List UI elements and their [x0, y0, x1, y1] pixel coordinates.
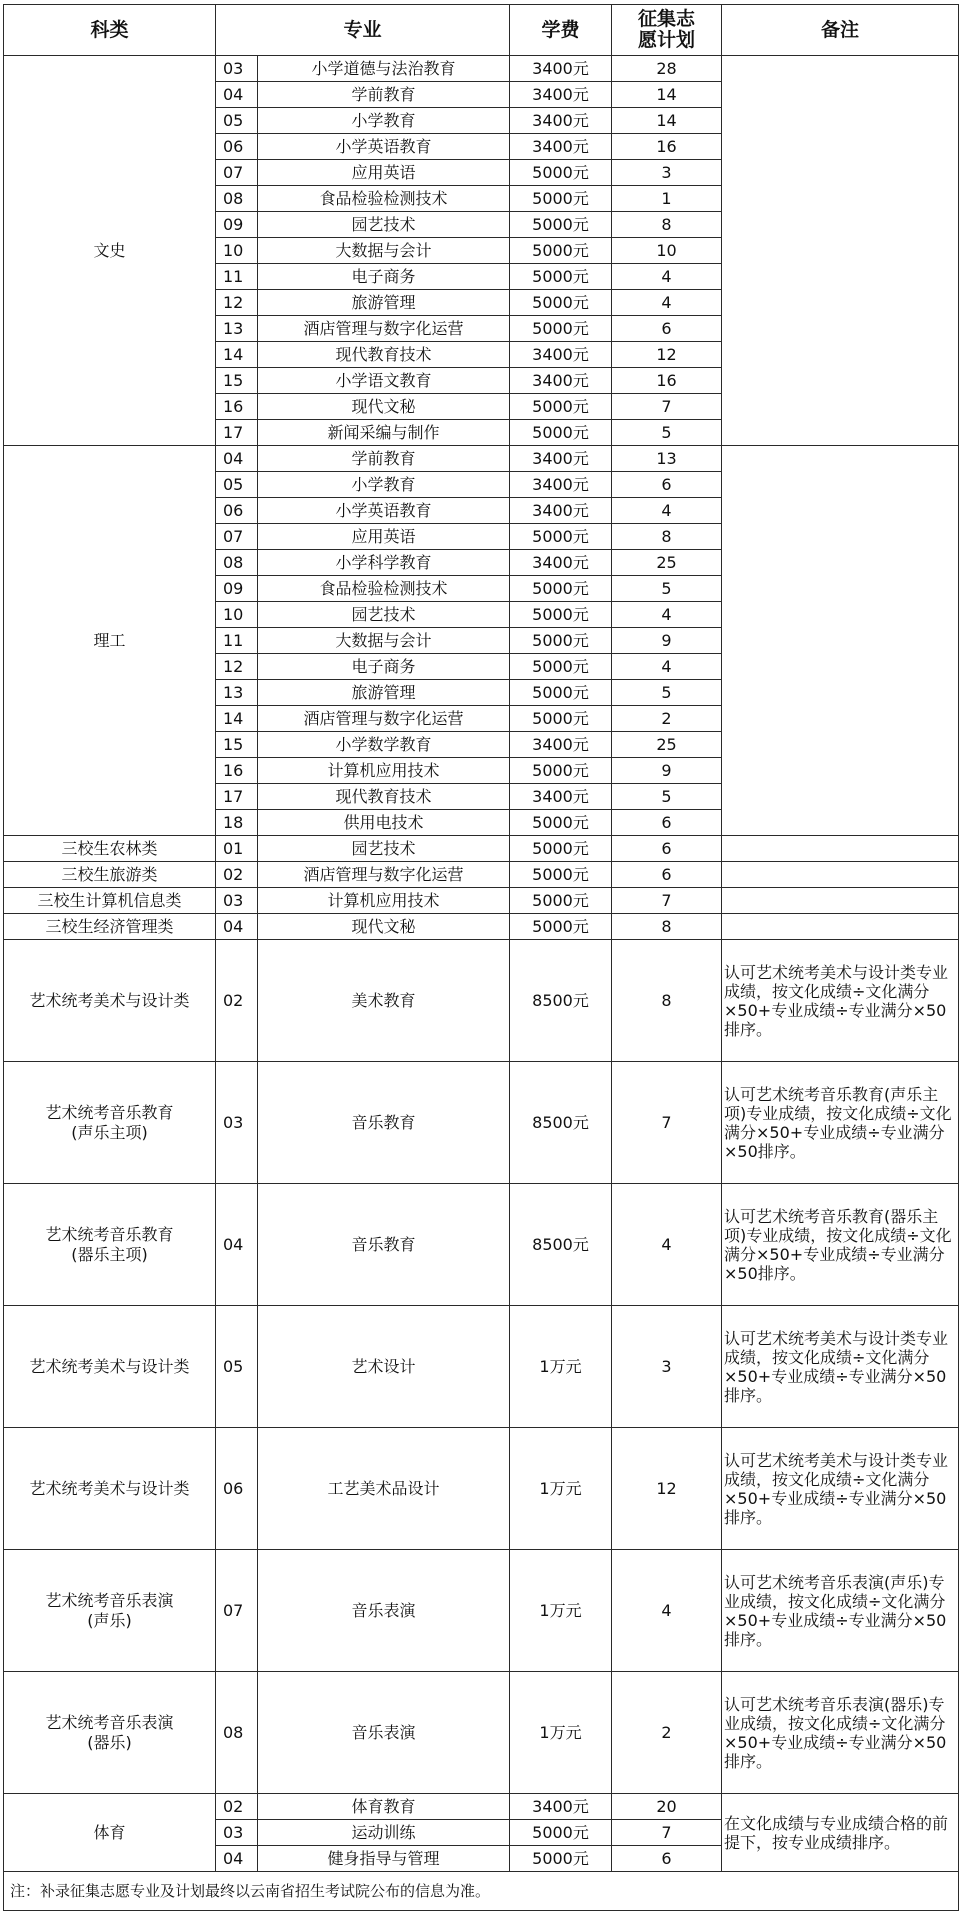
remark-cell: 认可艺术统考美术与设计类专业成绩，按文化成绩÷文化满分×50+专业成绩÷专业满分×50排序。 [722, 1306, 959, 1428]
major-cell: 应用英语 [258, 524, 510, 550]
plan-cell: 5 [612, 420, 722, 446]
code-cell: 05 [216, 108, 258, 134]
fee-cell: 5000元 [510, 758, 612, 784]
table-row [4, 940, 959, 1062]
category-cell: 三校生农林类 [4, 836, 216, 862]
plan-cell: 5 [612, 680, 722, 706]
code-cell: 13 [216, 316, 258, 342]
fee-cell: 3400元 [510, 784, 612, 810]
remark-cell: 认可艺术统考美术与设计类专业成绩，按文化成绩÷文化满分×50+专业成绩÷专业满分×50排序。 [722, 1428, 959, 1550]
major-cell: 供用电技术 [258, 810, 510, 836]
admission-plan-table [3, 4, 959, 1911]
code-cell: 17 [216, 784, 258, 810]
fee-cell: 5000元 [510, 264, 612, 290]
major-cell: 现代教育技术 [258, 784, 510, 810]
fee-cell: 1万元 [510, 1672, 612, 1794]
plan-cell: 6 [612, 316, 722, 342]
plan-cell: 25 [612, 732, 722, 758]
code-cell: 16 [216, 758, 258, 784]
category-cell: 体育 [4, 1794, 216, 1872]
code-cell: 12 [216, 654, 258, 680]
code-cell: 05 [216, 1306, 258, 1428]
plan-cell: 6 [612, 1846, 722, 1872]
remark-cell [722, 446, 959, 836]
code-cell: 08 [216, 186, 258, 212]
fee-cell: 3400元 [510, 732, 612, 758]
remark-cell [722, 914, 959, 940]
table-row [4, 1672, 959, 1794]
major-cell: 音乐教育 [258, 1062, 510, 1184]
plan-cell: 13 [612, 446, 722, 472]
plan-cell: 5 [612, 576, 722, 602]
code-cell: 08 [216, 1672, 258, 1794]
table-row [4, 914, 959, 940]
table-row [4, 1306, 959, 1428]
fee-cell: 5000元 [510, 706, 612, 732]
plan-cell: 8 [612, 914, 722, 940]
category-cell: 艺术统考音乐教育 (声乐主项) [4, 1062, 216, 1184]
major-cell: 现代教育技术 [258, 342, 510, 368]
code-cell: 11 [216, 628, 258, 654]
plan-cell: 12 [612, 342, 722, 368]
major-cell: 电子商务 [258, 654, 510, 680]
plan-cell: 8 [612, 212, 722, 238]
code-cell: 15 [216, 732, 258, 758]
plan-cell: 2 [612, 1672, 722, 1794]
code-cell: 07 [216, 524, 258, 550]
code-cell: 10 [216, 602, 258, 628]
category-cell: 艺术统考美术与设计类 [4, 940, 216, 1062]
plan-cell: 4 [612, 290, 722, 316]
category-cell: 三校生经济管理类 [4, 914, 216, 940]
major-cell: 小学道德与法治教育 [258, 56, 510, 82]
fee-cell: 3400元 [510, 1794, 612, 1820]
code-cell: 06 [216, 1428, 258, 1550]
major-cell: 食品检验检测技术 [258, 186, 510, 212]
fee-cell: 8500元 [510, 940, 612, 1062]
fee-cell: 3400元 [510, 108, 612, 134]
plan-cell: 9 [612, 628, 722, 654]
table-row [4, 888, 959, 914]
major-cell: 学前教育 [258, 446, 510, 472]
plan-cell: 4 [612, 264, 722, 290]
code-cell: 15 [216, 368, 258, 394]
category-cell: 理工 [4, 446, 216, 836]
code-cell: 04 [216, 1846, 258, 1872]
code-cell: 13 [216, 680, 258, 706]
code-cell: 04 [216, 446, 258, 472]
major-cell: 酒店管理与数字化运营 [258, 706, 510, 732]
major-cell: 大数据与会计 [258, 628, 510, 654]
remark-cell: 认可艺术统考音乐教育(器乐主项)专业成绩，按文化成绩÷文化满分×50+专业成绩÷专业满分×50排序。 [722, 1184, 959, 1306]
major-cell: 小学教育 [258, 472, 510, 498]
fee-cell: 3400元 [510, 498, 612, 524]
category-cell: 三校生旅游类 [4, 862, 216, 888]
plan-cell: 4 [612, 1184, 722, 1306]
fee-cell: 3400元 [510, 82, 612, 108]
table-row [4, 1550, 959, 1672]
fee-cell: 5000元 [510, 862, 612, 888]
fee-cell: 3400元 [510, 472, 612, 498]
fee-cell: 3400元 [510, 134, 612, 160]
code-cell: 12 [216, 290, 258, 316]
plan-cell: 16 [612, 134, 722, 160]
category-cell: 艺术统考音乐表演 (器乐) [4, 1672, 216, 1794]
plan-cell: 14 [612, 82, 722, 108]
footnote: 注：补录征集志愿专业及计划最终以云南省招生考试院公布的信息为准。 [4, 1872, 959, 1911]
header-major: 专业 [216, 5, 510, 56]
code-cell: 09 [216, 576, 258, 602]
major-cell: 园艺技术 [258, 212, 510, 238]
fee-cell: 5000元 [510, 680, 612, 706]
major-cell: 艺术设计 [258, 1306, 510, 1428]
major-cell: 电子商务 [258, 264, 510, 290]
fee-cell: 5000元 [510, 1820, 612, 1846]
header-plan: 征集志 愿计划 [612, 5, 722, 56]
fee-cell: 5000元 [510, 914, 612, 940]
plan-cell: 4 [612, 498, 722, 524]
fee-cell: 5000元 [510, 576, 612, 602]
major-cell: 食品检验检测技术 [258, 576, 510, 602]
fee-cell: 5000元 [510, 628, 612, 654]
code-cell: 03 [216, 56, 258, 82]
code-cell: 06 [216, 134, 258, 160]
major-cell: 大数据与会计 [258, 238, 510, 264]
category-cell: 艺术统考音乐教育 (器乐主项) [4, 1184, 216, 1306]
category-cell: 艺术统考美术与设计类 [4, 1428, 216, 1550]
footnote-row [4, 1872, 959, 1911]
fee-cell: 3400元 [510, 368, 612, 394]
fee-cell: 3400元 [510, 446, 612, 472]
fee-cell: 1万元 [510, 1306, 612, 1428]
header-remark: 备注 [722, 5, 959, 56]
fee-cell: 5000元 [510, 654, 612, 680]
plan-cell: 7 [612, 394, 722, 420]
remark-cell: 认可艺术统考音乐表演(声乐)专业成绩，按文化成绩÷文化满分×50+专业成绩÷专业满分×50排序。 [722, 1550, 959, 1672]
plan-cell: 5 [612, 784, 722, 810]
plan-cell: 28 [612, 56, 722, 82]
fee-cell: 1万元 [510, 1428, 612, 1550]
fee-cell: 3400元 [510, 550, 612, 576]
code-cell: 02 [216, 862, 258, 888]
fee-cell: 8500元 [510, 1062, 612, 1184]
table-row [4, 1428, 959, 1550]
code-cell: 03 [216, 1062, 258, 1184]
table-row [4, 1184, 959, 1306]
category-cell: 文史 [4, 56, 216, 446]
major-cell: 旅游管理 [258, 680, 510, 706]
plan-cell: 8 [612, 940, 722, 1062]
code-cell: 07 [216, 1550, 258, 1672]
code-cell: 16 [216, 394, 258, 420]
plan-cell: 10 [612, 238, 722, 264]
major-cell: 小学教育 [258, 108, 510, 134]
code-cell: 14 [216, 706, 258, 732]
major-cell: 酒店管理与数字化运营 [258, 316, 510, 342]
major-cell: 计算机应用技术 [258, 888, 510, 914]
major-cell: 现代文秘 [258, 914, 510, 940]
code-cell: 14 [216, 342, 258, 368]
category-cell: 艺术统考美术与设计类 [4, 1306, 216, 1428]
table-row [4, 1794, 959, 1820]
plan-cell: 8 [612, 524, 722, 550]
fee-cell: 5000元 [510, 316, 612, 342]
major-cell: 园艺技术 [258, 836, 510, 862]
remark-cell [722, 836, 959, 862]
code-cell: 04 [216, 1184, 258, 1306]
remark-cell [722, 888, 959, 914]
code-cell: 03 [216, 1820, 258, 1846]
code-cell: 04 [216, 914, 258, 940]
code-cell: 11 [216, 264, 258, 290]
code-cell: 03 [216, 888, 258, 914]
major-cell: 工艺美术品设计 [258, 1428, 510, 1550]
remark-cell: 在文化成绩与专业成绩合格的前提下，按专业成绩排序。 [722, 1794, 959, 1872]
remark-cell [722, 56, 959, 446]
plan-cell: 7 [612, 1820, 722, 1846]
category-cell: 艺术统考音乐表演 (声乐) [4, 1550, 216, 1672]
fee-cell: 5000元 [510, 524, 612, 550]
category-cell: 三校生计算机信息类 [4, 888, 216, 914]
major-cell: 小学英语教育 [258, 134, 510, 160]
plan-cell: 7 [612, 888, 722, 914]
plan-cell: 1 [612, 186, 722, 212]
major-cell: 音乐表演 [258, 1672, 510, 1794]
fee-cell: 5000元 [510, 238, 612, 264]
plan-cell: 4 [612, 602, 722, 628]
major-cell: 音乐表演 [258, 1550, 510, 1672]
plan-cell: 9 [612, 758, 722, 784]
fee-cell: 5000元 [510, 888, 612, 914]
fee-cell: 3400元 [510, 56, 612, 82]
major-cell: 小学科学教育 [258, 550, 510, 576]
major-cell: 新闻采编与制作 [258, 420, 510, 446]
table-row [4, 862, 959, 888]
plan-cell: 6 [612, 472, 722, 498]
plan-cell: 2 [612, 706, 722, 732]
major-cell: 健身指导与管理 [258, 1846, 510, 1872]
table-body [4, 56, 959, 1872]
table-row [4, 56, 959, 82]
major-cell: 旅游管理 [258, 290, 510, 316]
plan-cell: 6 [612, 836, 722, 862]
fee-cell: 5000元 [510, 1846, 612, 1872]
plan-cell: 4 [612, 1550, 722, 1672]
remark-cell [722, 862, 959, 888]
major-cell: 小学数学教育 [258, 732, 510, 758]
major-cell: 学前教育 [258, 82, 510, 108]
plan-cell: 7 [612, 1062, 722, 1184]
major-cell: 计算机应用技术 [258, 758, 510, 784]
remark-cell: 认可艺术统考音乐教育(声乐主项)专业成绩，按文化成绩÷文化满分×50+专业成绩÷专业满分×50排序。 [722, 1062, 959, 1184]
code-cell: 07 [216, 160, 258, 186]
fee-cell: 8500元 [510, 1184, 612, 1306]
code-cell: 01 [216, 836, 258, 862]
plan-cell: 6 [612, 862, 722, 888]
remark-cell: 认可艺术统考音乐表演(器乐)专业成绩，按文化成绩÷文化满分×50+专业成绩÷专业满分×50排序。 [722, 1672, 959, 1794]
code-cell: 02 [216, 1794, 258, 1820]
fee-cell: 3400元 [510, 342, 612, 368]
major-cell: 体育教育 [258, 1794, 510, 1820]
fee-cell: 5000元 [510, 186, 612, 212]
header-fee: 学费 [510, 5, 612, 56]
code-cell: 17 [216, 420, 258, 446]
code-cell: 10 [216, 238, 258, 264]
fee-cell: 5000元 [510, 420, 612, 446]
plan-cell: 20 [612, 1794, 722, 1820]
fee-cell: 5000元 [510, 602, 612, 628]
fee-cell: 5000元 [510, 212, 612, 238]
major-cell: 小学语文教育 [258, 368, 510, 394]
fee-cell: 5000元 [510, 290, 612, 316]
code-cell: 08 [216, 550, 258, 576]
fee-cell: 5000元 [510, 160, 612, 186]
plan-cell: 3 [612, 1306, 722, 1428]
plan-cell: 4 [612, 654, 722, 680]
major-cell: 音乐教育 [258, 1184, 510, 1306]
table-row [4, 1062, 959, 1184]
plan-cell: 14 [612, 108, 722, 134]
header-row [4, 5, 959, 56]
code-cell: 04 [216, 82, 258, 108]
plan-cell: 3 [612, 160, 722, 186]
major-cell: 现代文秘 [258, 394, 510, 420]
code-cell: 18 [216, 810, 258, 836]
plan-cell: 12 [612, 1428, 722, 1550]
major-cell: 小学英语教育 [258, 498, 510, 524]
plan-cell: 16 [612, 368, 722, 394]
code-cell: 06 [216, 498, 258, 524]
code-cell: 05 [216, 472, 258, 498]
fee-cell: 5000元 [510, 394, 612, 420]
plan-cell: 6 [612, 810, 722, 836]
fee-cell: 5000元 [510, 810, 612, 836]
table-row [4, 836, 959, 862]
major-cell: 酒店管理与数字化运营 [258, 862, 510, 888]
major-cell: 园艺技术 [258, 602, 510, 628]
code-cell: 02 [216, 940, 258, 1062]
fee-cell: 5000元 [510, 836, 612, 862]
fee-cell: 1万元 [510, 1550, 612, 1672]
major-cell: 应用英语 [258, 160, 510, 186]
plan-cell: 25 [612, 550, 722, 576]
remark-cell: 认可艺术统考美术与设计类专业成绩，按文化成绩÷文化满分×50+专业成绩÷专业满分×50排序。 [722, 940, 959, 1062]
table-row [4, 446, 959, 472]
major-cell: 运动训练 [258, 1820, 510, 1846]
major-cell: 美术教育 [258, 940, 510, 1062]
code-cell: 09 [216, 212, 258, 238]
header-category: 科类 [4, 5, 216, 56]
